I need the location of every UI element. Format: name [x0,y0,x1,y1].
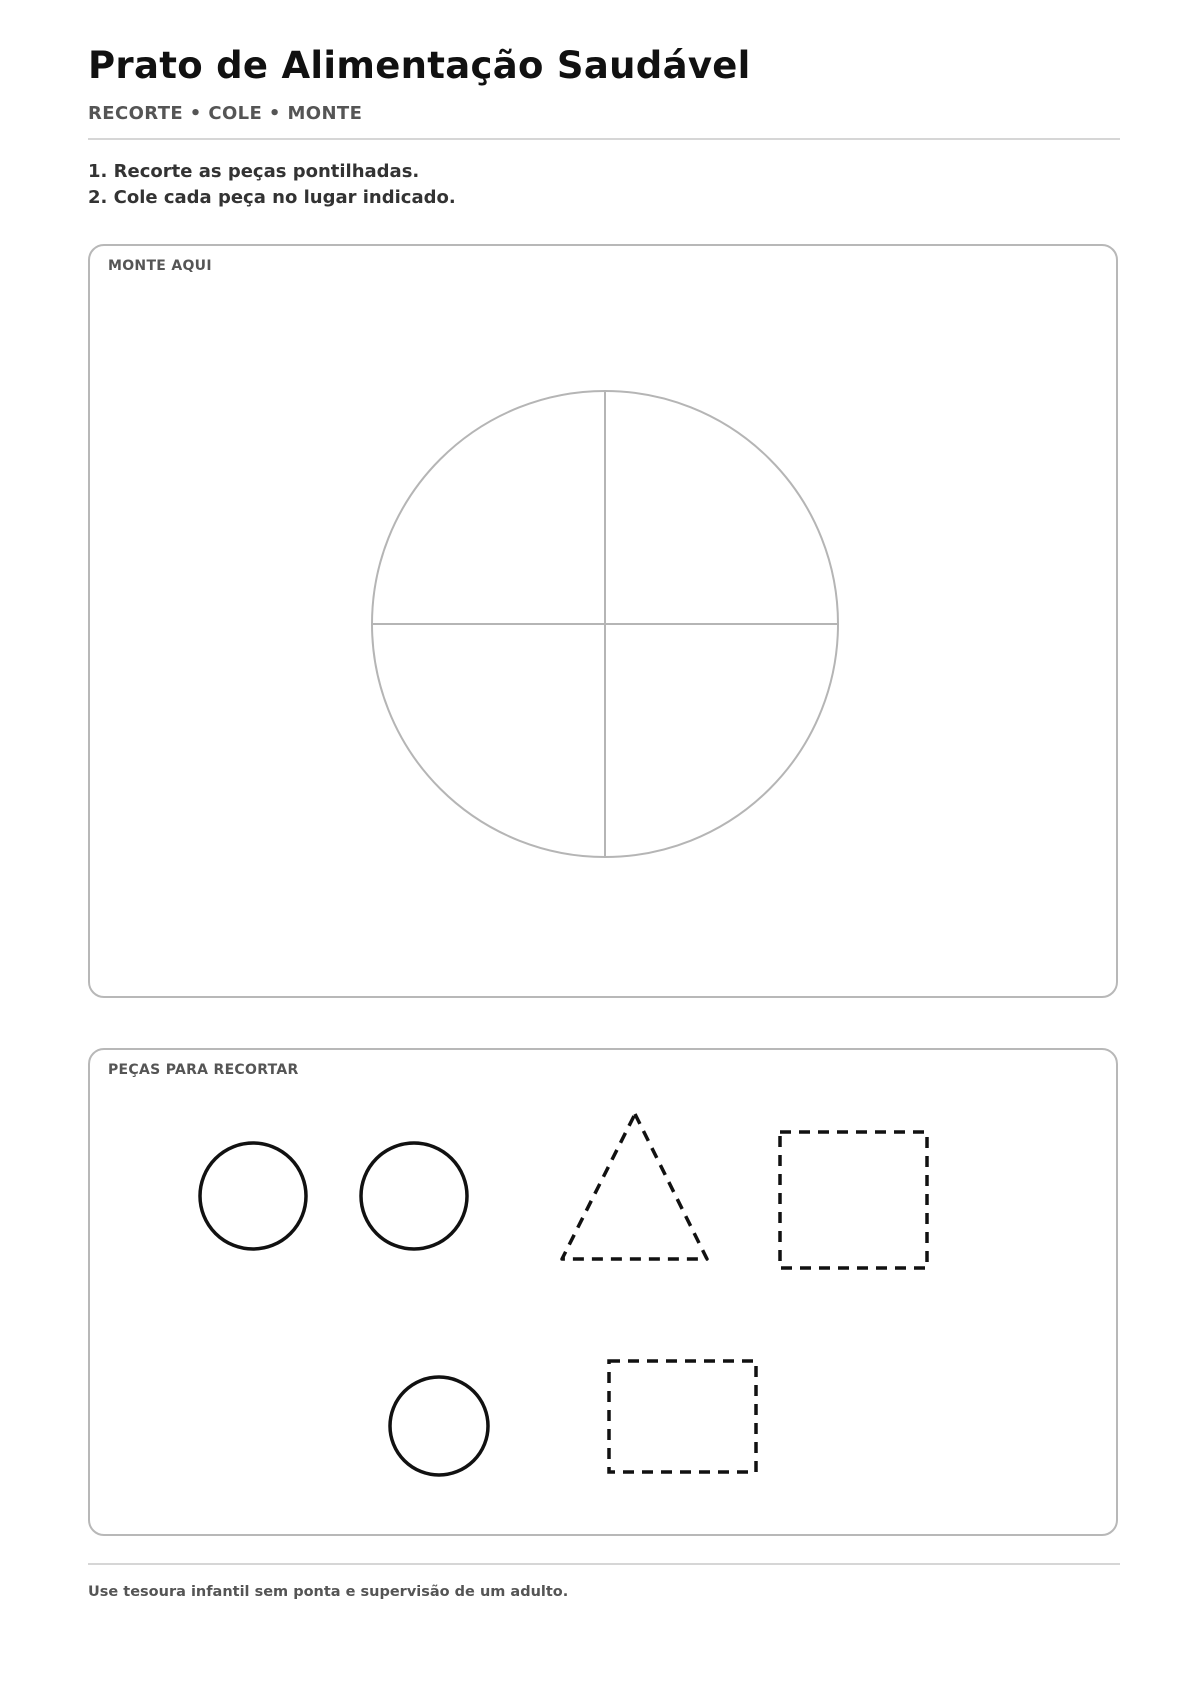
cutout-square-piece [780,1132,927,1268]
cutout-circle-piece-3 [390,1377,488,1475]
pieces-panel [88,1048,1118,1536]
footer-divider [88,1563,1120,1565]
cutout-triangle-piece [562,1114,707,1259]
cutout-pieces [90,1050,1120,1538]
header-divider [88,138,1120,140]
page-title: Prato de Alimentação Saudável [88,44,751,87]
assembly-panel-label: MONTE AQUI [108,258,212,274]
instruction-step-2: 2. Cole cada peça no lugar indicado. [88,187,456,208]
cutout-rectangle-piece [609,1361,756,1472]
assembly-panel [88,244,1118,998]
page-subtitle: RECORTE • COLE • MONTE [88,103,363,124]
cutout-circle-piece-2 [361,1143,467,1249]
safety-note: Use tesoura infantil sem ponta e supervisão de um adulto. [88,1584,569,1600]
cutout-circle-piece-1 [200,1143,306,1249]
pieces-panel-label: PEÇAS PARA RECORTAR [108,1062,299,1078]
instruction-step-1: 1. Recorte as peças pontilhadas. [88,161,420,182]
plate-diagram [90,246,1120,1000]
